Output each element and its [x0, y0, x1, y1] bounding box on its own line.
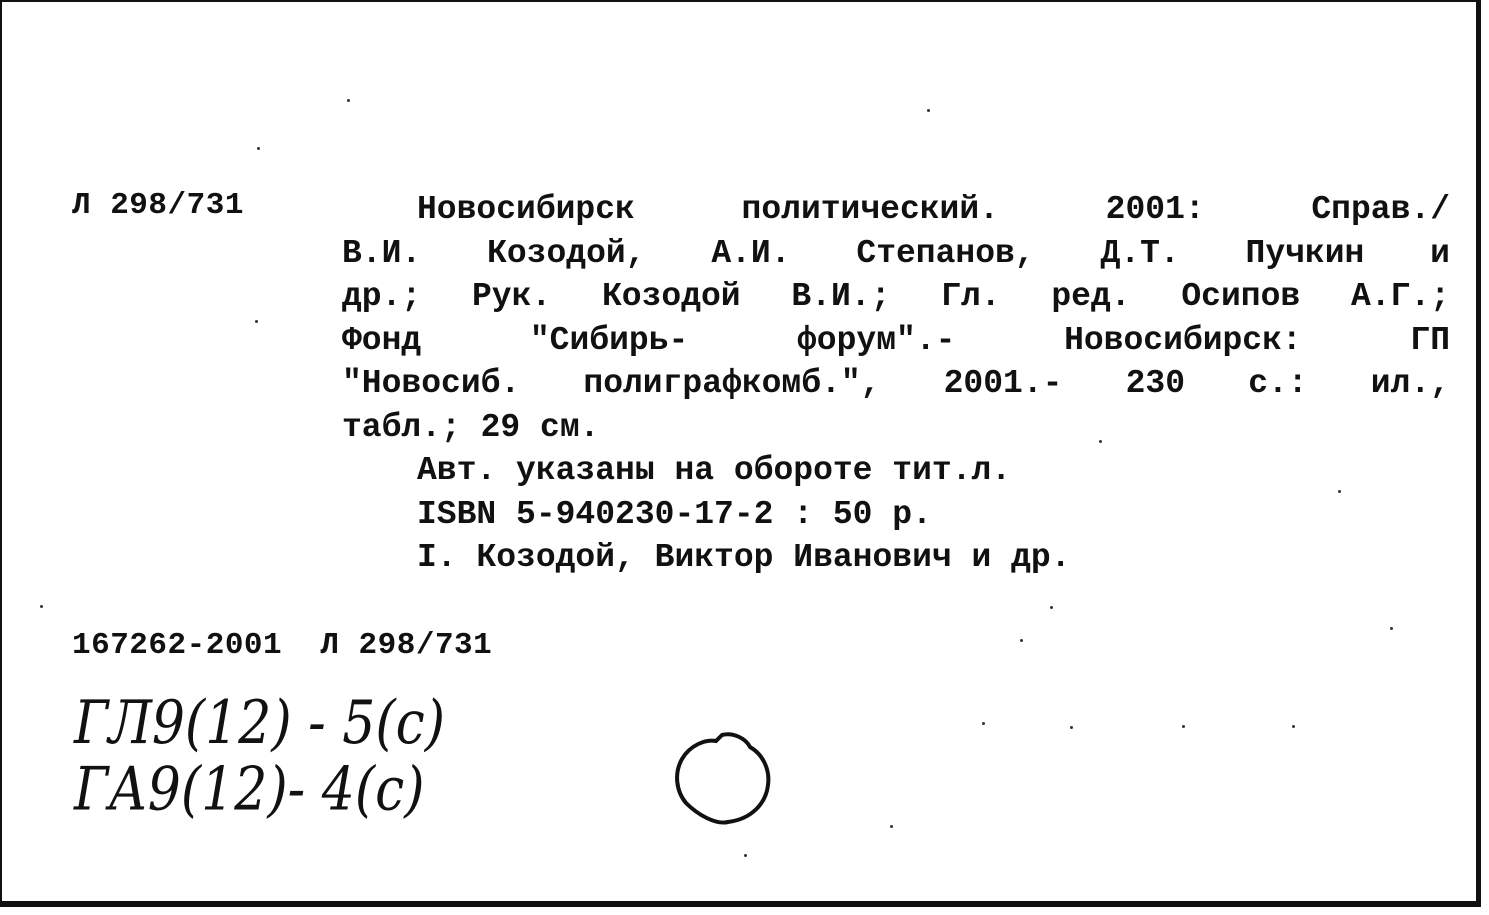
speck — [1390, 627, 1393, 630]
speck — [1099, 440, 1102, 443]
call-number-top: Л 298/731 — [72, 188, 244, 223]
speck — [347, 99, 350, 102]
speck — [1292, 725, 1295, 728]
bibliographic-entry — [342, 188, 1450, 580]
entry-line-6: табл.; 29 см. — [342, 408, 600, 446]
speck — [927, 109, 930, 112]
circle-mark-icon — [672, 729, 772, 827]
speck — [890, 825, 893, 828]
speck — [1070, 726, 1073, 729]
speck — [1050, 606, 1053, 609]
entry-line-4: Фонд "Сибирь- форум".- Новосибирск: ГП — [342, 321, 1450, 359]
speck — [255, 320, 258, 323]
handwritten-shelf-marks — [74, 690, 445, 823]
speck — [1338, 490, 1341, 493]
entry-line-1: Новосибирск политический. 2001: Справ./ — [417, 191, 1450, 228]
speck — [982, 722, 985, 725]
speck — [1182, 725, 1185, 728]
tracing-line: I. Козодой, Виктор Иванович и др. — [417, 539, 1071, 576]
speck — [257, 147, 260, 150]
speck — [40, 605, 43, 608]
handwritten-line-1: ГЛ9(12) - 5(с) — [74, 688, 446, 758]
bottom-call-number: 167262-2001 Л 298/731 — [72, 628, 493, 663]
speck — [1020, 639, 1023, 642]
entry-line-3: др.; Рук. Козодой В.И.; Гл. ред. Осипов А.Г.; — [342, 278, 1450, 315]
handwritten-line-2: ГА9(12)- 4(с) — [74, 755, 425, 825]
speck — [744, 854, 747, 857]
authors-note: Авт. указаны на обороте тит.л. — [417, 452, 1012, 489]
entry-line-5: "Новосиб. полиграфкомб.", 2001.- 230 с.: ил., — [342, 365, 1450, 402]
entry-line-2: В.И. Козодой, А.И. Степанов, Д.Т. Пучкин и — [342, 234, 1450, 272]
isbn-line: ISBN 5-940230-17-2 : 50 р. — [417, 495, 932, 533]
